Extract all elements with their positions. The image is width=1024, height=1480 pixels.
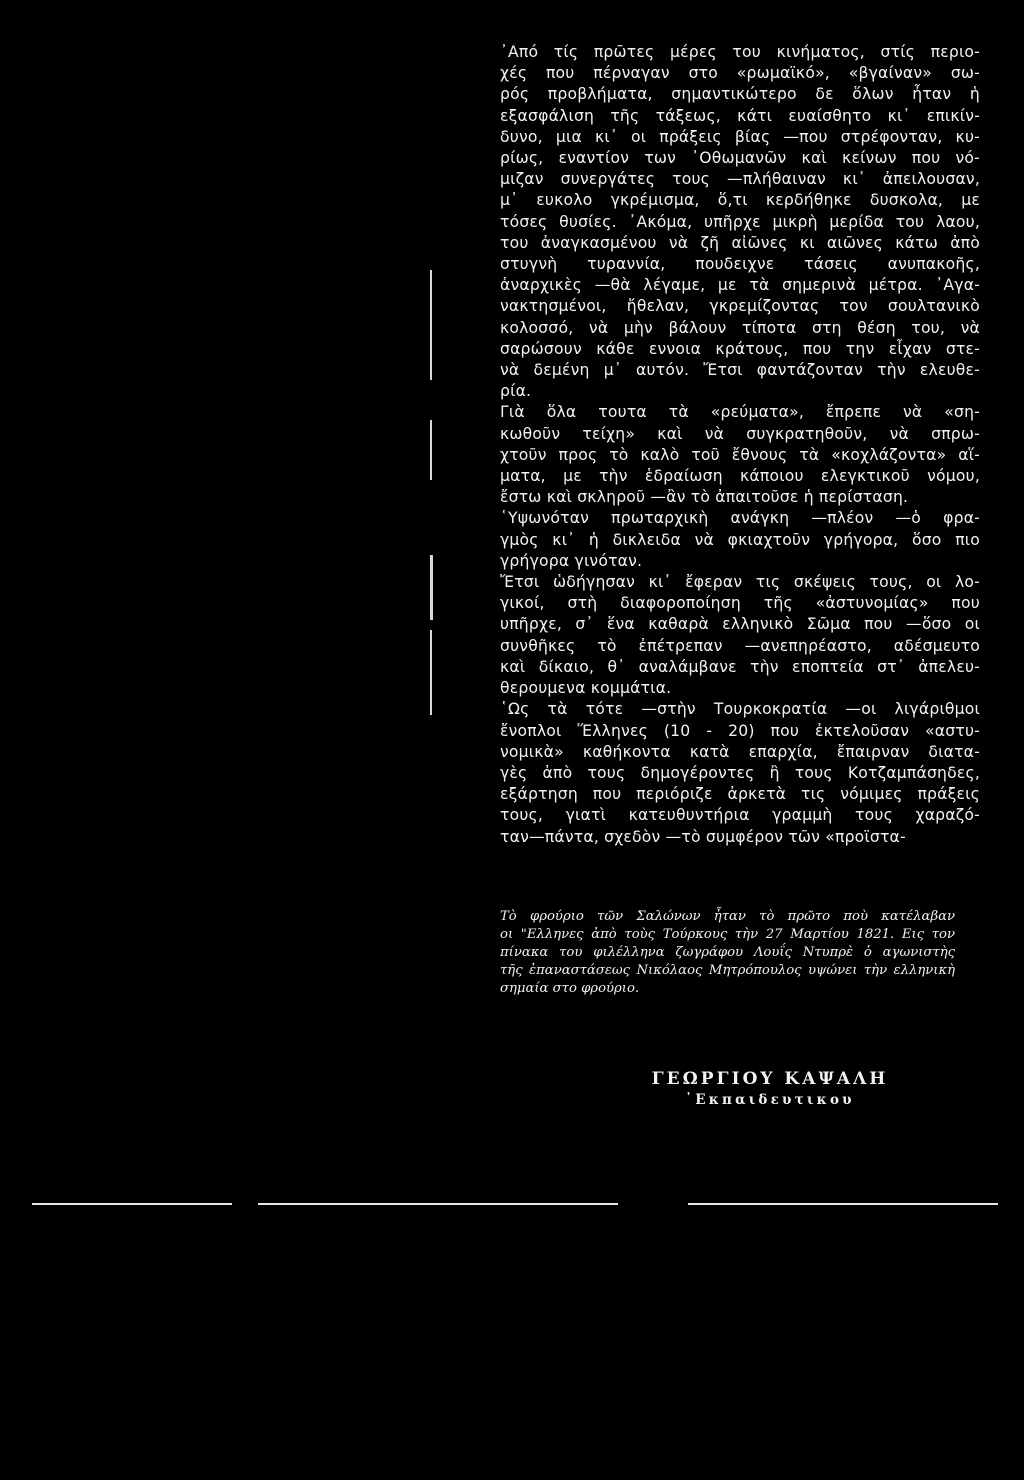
text-line: ἔνοπλοι Ἕλληνες (10 - 20) που ἐκτελοῦσαν «αστυ- xyxy=(500,721,980,740)
caption-line: Τὸ φρούριο τῶν Σαλώνων ἦταν τὸ πρῶτο ποὺ κατέλαβαν xyxy=(500,909,955,924)
text-line: ῾Ως τὰ τότε —στὴν Τουρκοκρατία —οι λιγάριθμοι xyxy=(500,700,980,719)
text-line: ῾Υψωνόταν πρωταρχικὴ ανάγκη —πλέον —ὁ φρα- xyxy=(500,509,980,528)
text-line: τόσες θυσίες. ᾿Ακόμα, υπῆρχε μικρὴ μερίδα του λαου, xyxy=(500,212,980,231)
caption-line: σημαία στο φρούριο. xyxy=(500,981,640,996)
text-line: εξάρτηση που περιόριζε ἀρκετὰ τις νόμιμες πράξεις xyxy=(500,785,980,804)
text-line: γικοί, στὴ διαφοροποίηση τῆς «ἀστυνομίας» που xyxy=(500,594,980,613)
text-line: κολοσσό, νὰ μὴν βάλουν τίποτα στη θέση του, νὰ xyxy=(500,318,980,337)
text-line: υπῆρχε, σ᾿ ἕνα καθαρὰ ελληνικὸ Σῶμα που —ὅσο οι xyxy=(500,615,980,634)
caption-line: οι "Ελληνες ἀπὸ τοὺς Τούρκους τὴν 27 Μαρτίου 1821. Εις τον xyxy=(500,927,955,942)
text-line: μ᾿ ευκολο γκρέμισμα, ὅ,τι κερδήθηκε δυσκολα, με xyxy=(500,191,980,210)
margin-mark xyxy=(430,555,433,620)
text-line: του ἀναγκασμένου νὰ ζῆ αἰῶνες κι αιῶνες κάτω ἀπὸ xyxy=(500,233,980,252)
text-line: συνθῆκες τὸ ἐπέτρεπαν —ανεπηρέαστο, αδέσμευτο xyxy=(500,636,980,655)
author-name: ΓΕΩΡΓΙΟΥ ΚΑΨΑΛΗ xyxy=(651,1069,889,1089)
text-line: νὰ δεμένη μ᾿ αυτόν. Ἔτσι φαντάζονταν τὴν ελευθε- xyxy=(500,361,980,380)
margin-mark xyxy=(430,630,432,715)
text-line: χές που πέρναγαν στο «ρωμαϊκό», «βγαίναν» σω- xyxy=(500,64,980,83)
text-line: γμὸς κι᾿ ἡ δικλειδα νὰ φκιαχτοῦν γρήγορα, ὅσο πιο xyxy=(500,530,980,549)
text-line: χτοῦν προς τὸ καλὸ τοῦ ἔθνους τὰ «κοχλάζοντα» αἵ- xyxy=(500,445,980,464)
bottom-rule xyxy=(32,1203,232,1205)
text-line: σαρώσουν κάθε εννοια κράτους, που την εἶχαν στε- xyxy=(500,339,980,358)
text-line: ᾿Από τίς πρῶτες μέρες του κινήματος, στίς περιο- xyxy=(500,43,980,61)
text-line: εξασφάλιση τῆς τάξεως, κάτι ευαίσθητο κι᾿ επικίν- xyxy=(500,106,980,125)
margin-mark xyxy=(430,420,432,480)
text-line: ἔστω καὶ σκληροῦ —ἂν τὸ ἀπαιτοῦσε ἡ περίσταση. xyxy=(500,488,909,507)
margin-mark xyxy=(430,270,432,380)
text-line: ρία. xyxy=(500,382,532,401)
article-body xyxy=(500,42,980,848)
text-line: κωθοῦν τείχη» καὶ νὰ συγκρατηθοῦν, νὰ σπρω- xyxy=(500,424,980,443)
text-line: ρίως, εναντίον των ᾿Οθωμανῶν καὶ κείνων που νό- xyxy=(500,149,980,168)
text-line: γρήγορα γινόταν. xyxy=(500,551,643,570)
caption-line: τῆς ἐπαναστάσεως Νικόλαος Μητρόπουλος υψώνει τὴν ελληνικὴ xyxy=(500,963,955,978)
text-line: τους, γιατὶ κατευθυντήρια γραμμὴ τους χαραζό- xyxy=(500,806,980,825)
text-line: καὶ δίκαιο, θ᾿ αναλάμβανε τὴν εποπτεία στ᾿ ἀπελευ- xyxy=(500,657,980,676)
text-line: ματα, με τὴν ἑδραίωση κάποιου ελεγκτικοῦ νόμου, xyxy=(500,467,980,486)
text-line: Γιὰ ὅλα τουτα τὰ «ρεύματα», ἔπρεπε νὰ «ση- xyxy=(500,403,980,422)
caption-line: πίνακα του φιλέλληνα ζωγράφου Λουΐς Ντυπρὲ ὁ αγωνιστὴς xyxy=(500,945,955,960)
text-line: ρός προβλήματα, σημαντικώτερο δε ὅλων ἦταν ἡ xyxy=(500,85,980,104)
text-line: νομικὰ» καθήκοντα κατὰ επαρχία, ἔπαιρναν διατα- xyxy=(500,742,980,761)
text-line: Ἔτσι ὡδήγησαν κι᾿ ἔφεραν τις σκέψεις τους, οι λο- xyxy=(500,573,980,592)
text-line: γὲς ἀπὸ τους δημογέροντες ἢ τους Κοτζαμπάσηδες, xyxy=(500,763,980,782)
text-line: ταν—πάντα, σχεδὸν —τὸ συμφέρον τῶν «προϊστα- xyxy=(500,827,906,846)
author-signature xyxy=(600,1068,940,1110)
text-line: ἀναρχικὲς —θὰ λέγαμε, με τὰ σημερινὰ μέτρα. ᾿Αγα- xyxy=(500,276,980,295)
text-line: νακτησμένοι, ἤθελαν, γκρεμίζοντας τον σουλτανικὸ xyxy=(500,297,980,316)
bottom-rule xyxy=(258,1203,618,1205)
text-line: στυγνὴ τυραννία, πουδειχνε τάσεις ανυπακοῆς, xyxy=(500,255,980,274)
text-line: μιζαν συνεργάτες τους —πλήθαιναν κι᾿ ἀπειλουσαν, xyxy=(500,170,980,189)
text-line: θερουμενα κομμάτια. xyxy=(500,679,672,698)
text-line: δυνο, μια κι᾿ οι πράξεις βίας —που στρέφονταν, κυ- xyxy=(500,127,980,146)
author-role: ᾿Εκπαιδευτικου xyxy=(685,1092,855,1108)
bottom-rule xyxy=(688,1203,998,1205)
image-caption xyxy=(500,908,955,998)
